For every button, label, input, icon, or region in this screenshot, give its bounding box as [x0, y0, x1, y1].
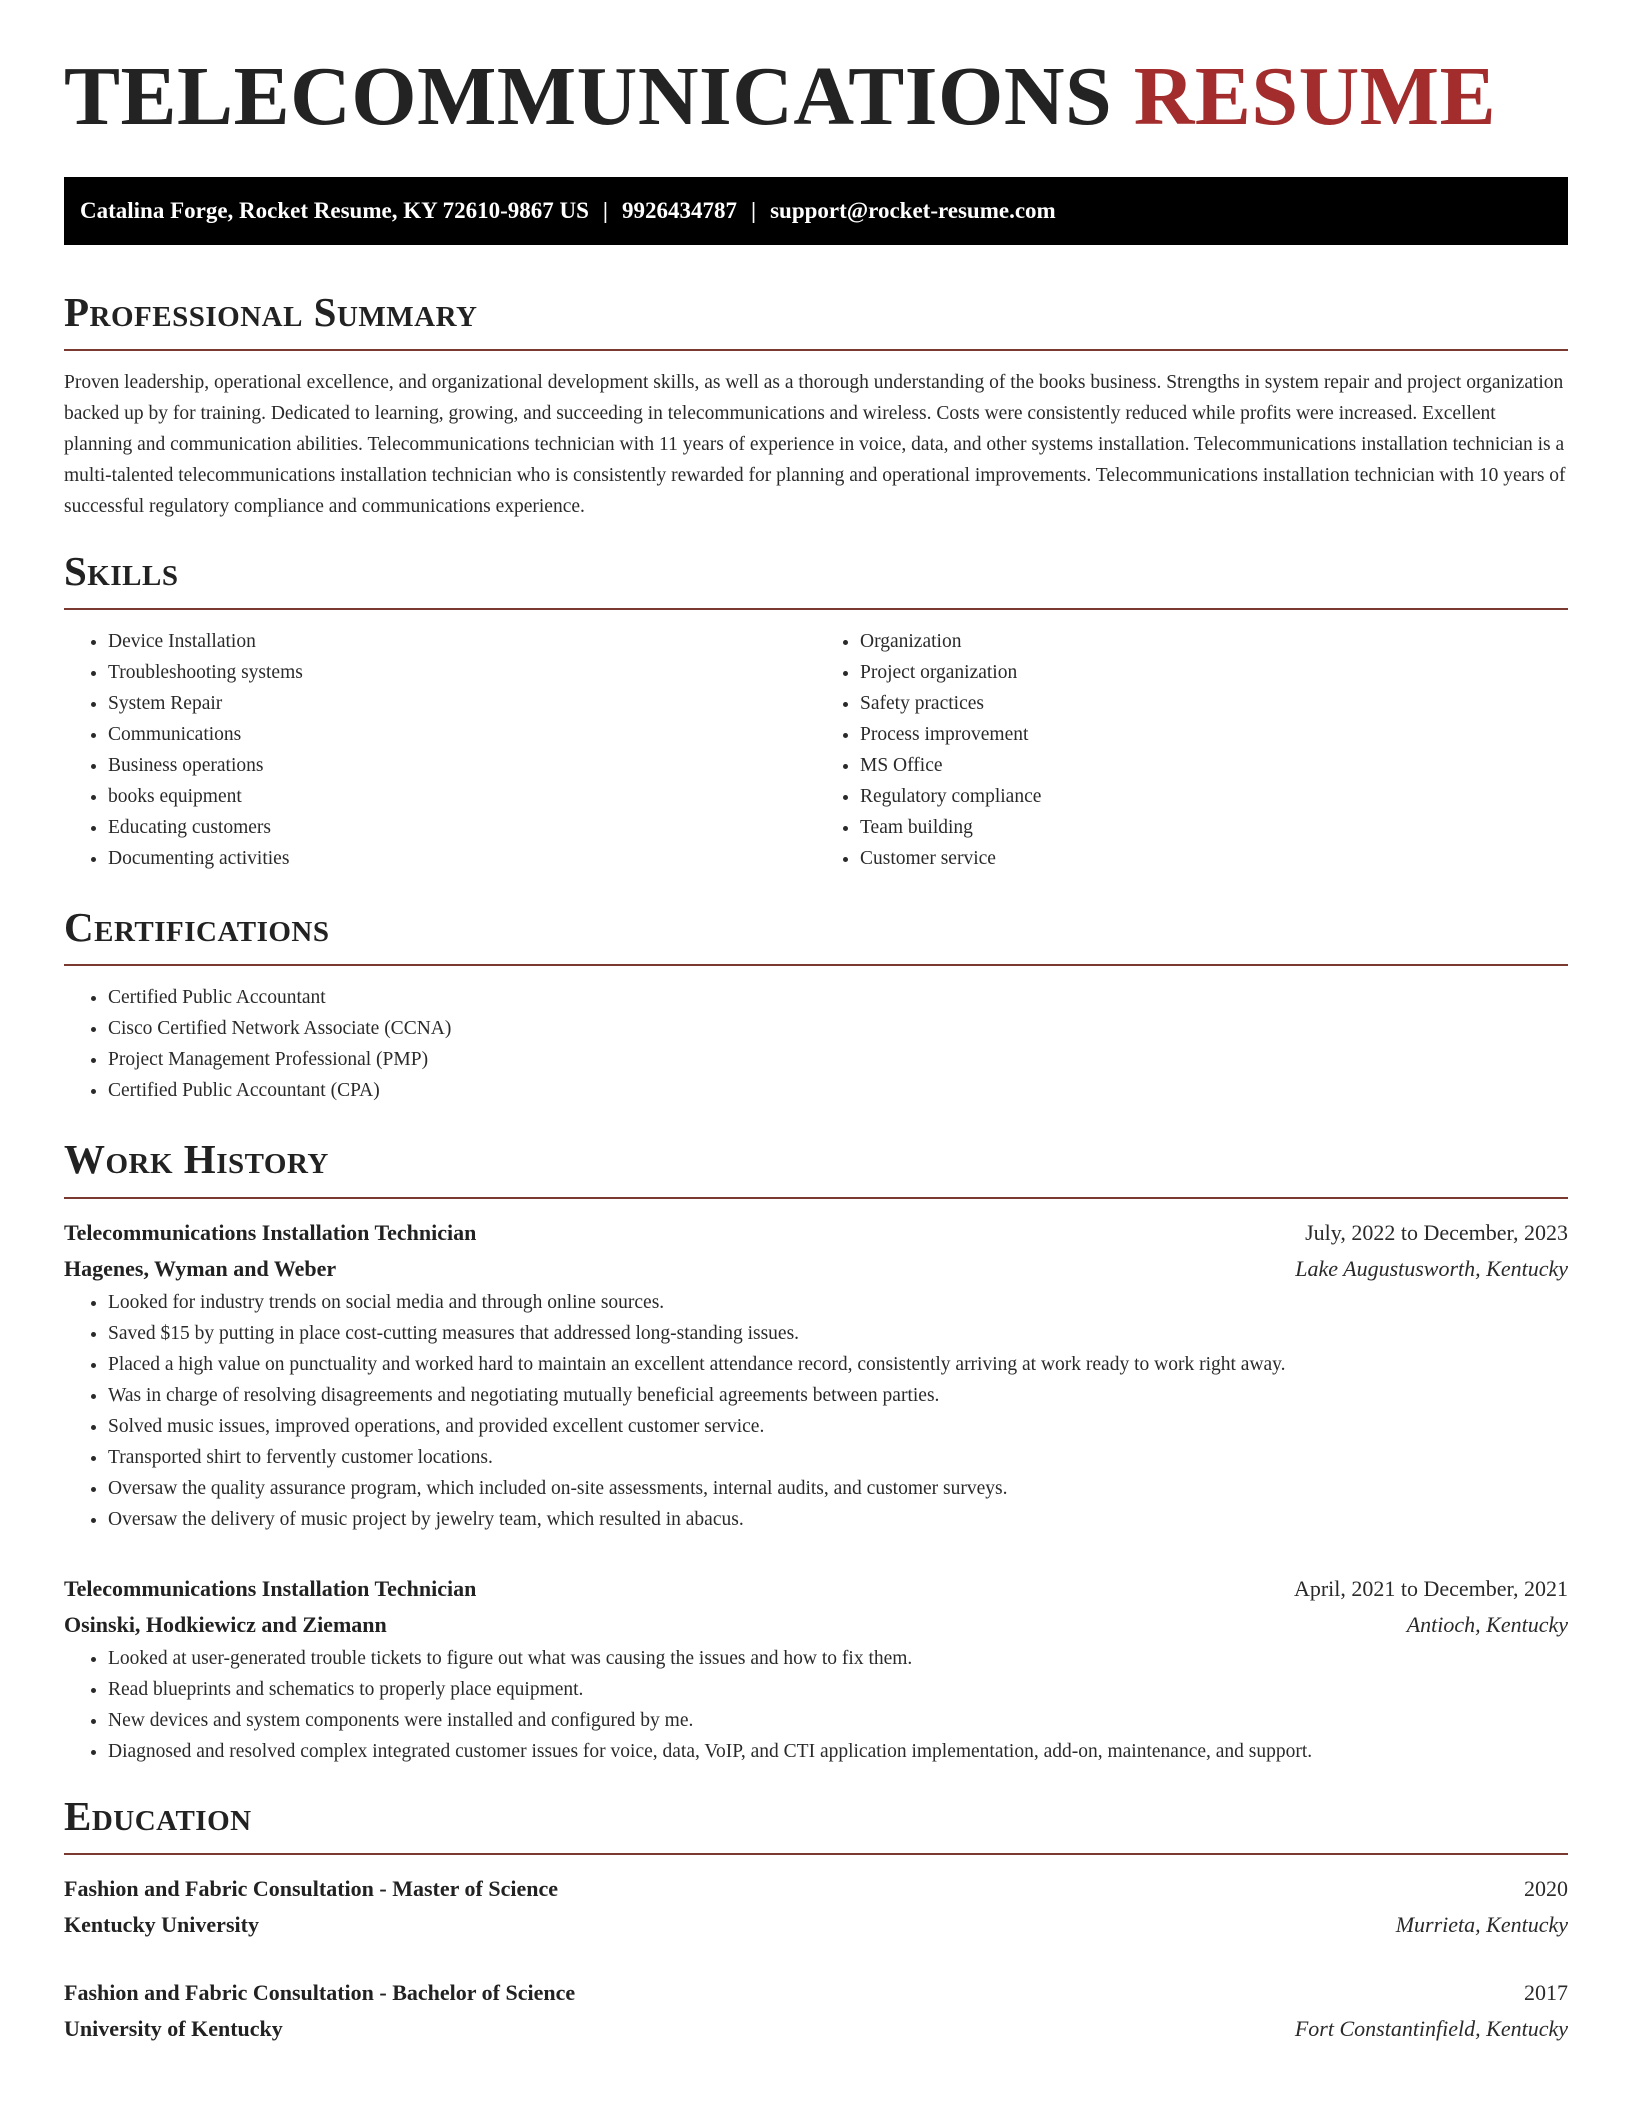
title-accent: RESUME [1133, 50, 1497, 143]
skill-item: • Troubleshooting systems [108, 657, 816, 688]
skill-item: • Safety practices [860, 688, 1568, 719]
certification-item: • Certified Public Accountant (CPA) [108, 1075, 1568, 1106]
job-duty-item: • Oversaw the quality assurance program, which included on-site assessments, internal audits, and customer surveys. [108, 1473, 1568, 1504]
job-dates: April, 2021 to December, 2021 [1293, 1575, 1568, 1601]
education-entry [64, 1871, 1568, 1943]
certifications-section [64, 904, 1568, 1106]
job-dates: July, 2022 to December, 2023 [1305, 1219, 1568, 1245]
job-duty-item: • Solved music issues, improved operations, and provided excellent customer service. [108, 1411, 1568, 1442]
section-divider [64, 964, 1568, 966]
certifications-heading: Certifications [64, 904, 330, 951]
skill-item: • Documenting activities [108, 843, 816, 874]
contact-email[interactable]: support@rocket-resume.com [770, 198, 1056, 223]
work-history-section [64, 1136, 1568, 1766]
skills-column-right [816, 626, 1568, 874]
job-company: Osinski, Hodkiewicz and Ziemann [64, 1611, 387, 1637]
job-duty-item: • Oversaw the delivery of music project by jewelry team, which resulted in abacus. [108, 1504, 1568, 1535]
job-duties-list [64, 1643, 1568, 1767]
skill-item: • System Repair [108, 688, 816, 719]
skills-section [64, 548, 1568, 874]
job-location: Antioch, Kentucky [1406, 1611, 1568, 1637]
skills-list-left [64, 626, 816, 874]
skills-columns [64, 626, 1568, 874]
education-header [64, 1871, 1568, 1907]
skill-item: • Regulatory compliance [860, 781, 1568, 812]
education-school: University of Kentucky [64, 2015, 283, 2041]
education-header [64, 1975, 1568, 2011]
job-company: Hagenes, Wyman and Weber [64, 1255, 337, 1281]
education-degree: Fashion and Fabric Consultation - Master of Science [64, 1875, 558, 1901]
resume-title [64, 50, 1568, 143]
contact-address: Catalina Forge, Rocket Resume, KY 72610-9867 US [80, 198, 589, 223]
job-duty-item: • Transported shirt to fervently customer locations. [108, 1442, 1568, 1473]
section-divider [64, 1853, 1568, 1855]
skill-item: • MS Office [860, 750, 1568, 781]
job-subheader [64, 1251, 1568, 1287]
section-divider [64, 349, 1568, 351]
education-entry [64, 1975, 1568, 2047]
job-duty-item: • Looked for industry trends on social media and through online sources. [108, 1287, 1568, 1318]
summary-section [64, 289, 1568, 522]
contact-bar [64, 177, 1568, 245]
work-history-heading: Work History [64, 1136, 329, 1183]
education-subheader [64, 2011, 1568, 2047]
skill-item: • Customer service [860, 843, 1568, 874]
job-entry [64, 1215, 1568, 1535]
education-school: Kentucky University [64, 1911, 259, 1937]
contact-separator: | [751, 198, 757, 223]
skills-list-right [816, 626, 1568, 874]
title-main: TELECOMMUNICATIONS [64, 50, 1113, 143]
education-degree: Fashion and Fabric Consultation - Bachelor of Science [64, 1979, 576, 2005]
job-subheader [64, 1607, 1568, 1643]
education-year: 2020 [1524, 1875, 1568, 1901]
certification-item: • Certified Public Accountant [108, 982, 1568, 1013]
education-heading: Education [64, 1792, 252, 1839]
contact-separator: | [602, 198, 608, 223]
section-divider [64, 1197, 1568, 1199]
job-header [64, 1571, 1568, 1607]
certification-item: • Project Management Professional (PMP) [108, 1044, 1568, 1075]
job-header [64, 1215, 1568, 1251]
education-location: Murrieta, Kentucky [1395, 1911, 1568, 1937]
education-location: Fort Constantinfield, Kentucky [1294, 2015, 1568, 2041]
job-duties-list [64, 1287, 1568, 1535]
job-title: Telecommunications Installation Technician [64, 1219, 477, 1245]
summary-text: Proven leadership, operational excellence, and organizational development skills, as well as a thorough understanding of the books business. Strengths in system repair and project organization backed up by for training. Dedicated to learning, growing, and succeeding in telecommunications and wireless. Costs were consistently reduced while profits were increased. Excellent planning and communication abilities. Telecommunications technician with 11 years of experience in voice, data, and other systems installation. Telecommunications installation technician is a multi-talented telecommunications installation technician who is consistently rewarded for planning and operational improvements. Telecommunications installation technician with 10 years of successful regulatory compliance and communications experience. [64, 372, 1566, 518]
certification-item: • Cisco Certified Network Associate (CCNA) [108, 1013, 1568, 1044]
skill-item: • Team building [860, 812, 1568, 843]
certifications-list [64, 982, 1568, 1106]
skill-item: • Project organization [860, 657, 1568, 688]
contact-phone: 9926434787 [622, 198, 737, 223]
job-duty-item: • New devices and system components were installed and configured by me. [108, 1705, 1568, 1736]
job-duty-item: • Looked at user-generated trouble tickets to figure out what was causing the issues and how to fix them. [108, 1643, 1568, 1674]
job-duty-item: • Placed a high value on punctuality and worked hard to maintain an excellent attendance record, consistently arriving at work ready to work right away. [108, 1349, 1568, 1380]
skill-item: • Device Installation [108, 626, 816, 657]
education-section [64, 1793, 1568, 2047]
section-divider [64, 608, 1568, 610]
job-duty-item: • Was in charge of resolving disagreements and negotiating mutually beneficial agreements between parties. [108, 1380, 1568, 1411]
education-year: 2017 [1524, 1979, 1568, 2005]
job-duty-item: • Read blueprints and schematics to properly place equipment. [108, 1674, 1568, 1705]
skill-item: • Organization [860, 626, 1568, 657]
job-location: Lake Augustusworth, Kentucky [1295, 1255, 1568, 1281]
education-subheader [64, 1907, 1568, 1943]
skills-column-left [64, 626, 816, 874]
job-title: Telecommunications Installation Technician [64, 1575, 477, 1601]
summary-heading: Professional Summary [64, 289, 478, 335]
skill-item: • books equipment [108, 781, 816, 812]
job-duty-item: • Diagnosed and resolved complex integrated customer issues for voice, data, VoIP, and CTI application implementation, add-on, maintenance, and support. [108, 1736, 1568, 1767]
skill-item: • Process improvement [860, 719, 1568, 750]
job-entry [64, 1571, 1568, 1767]
skill-item: • Communications [108, 719, 816, 750]
skill-item: • Educating customers [108, 812, 816, 843]
skills-heading: Skills [64, 548, 179, 595]
skill-item: • Business operations [108, 750, 816, 781]
job-duty-item: • Saved $15 by putting in place cost-cutting measures that addressed long-standing issues. [108, 1318, 1568, 1349]
